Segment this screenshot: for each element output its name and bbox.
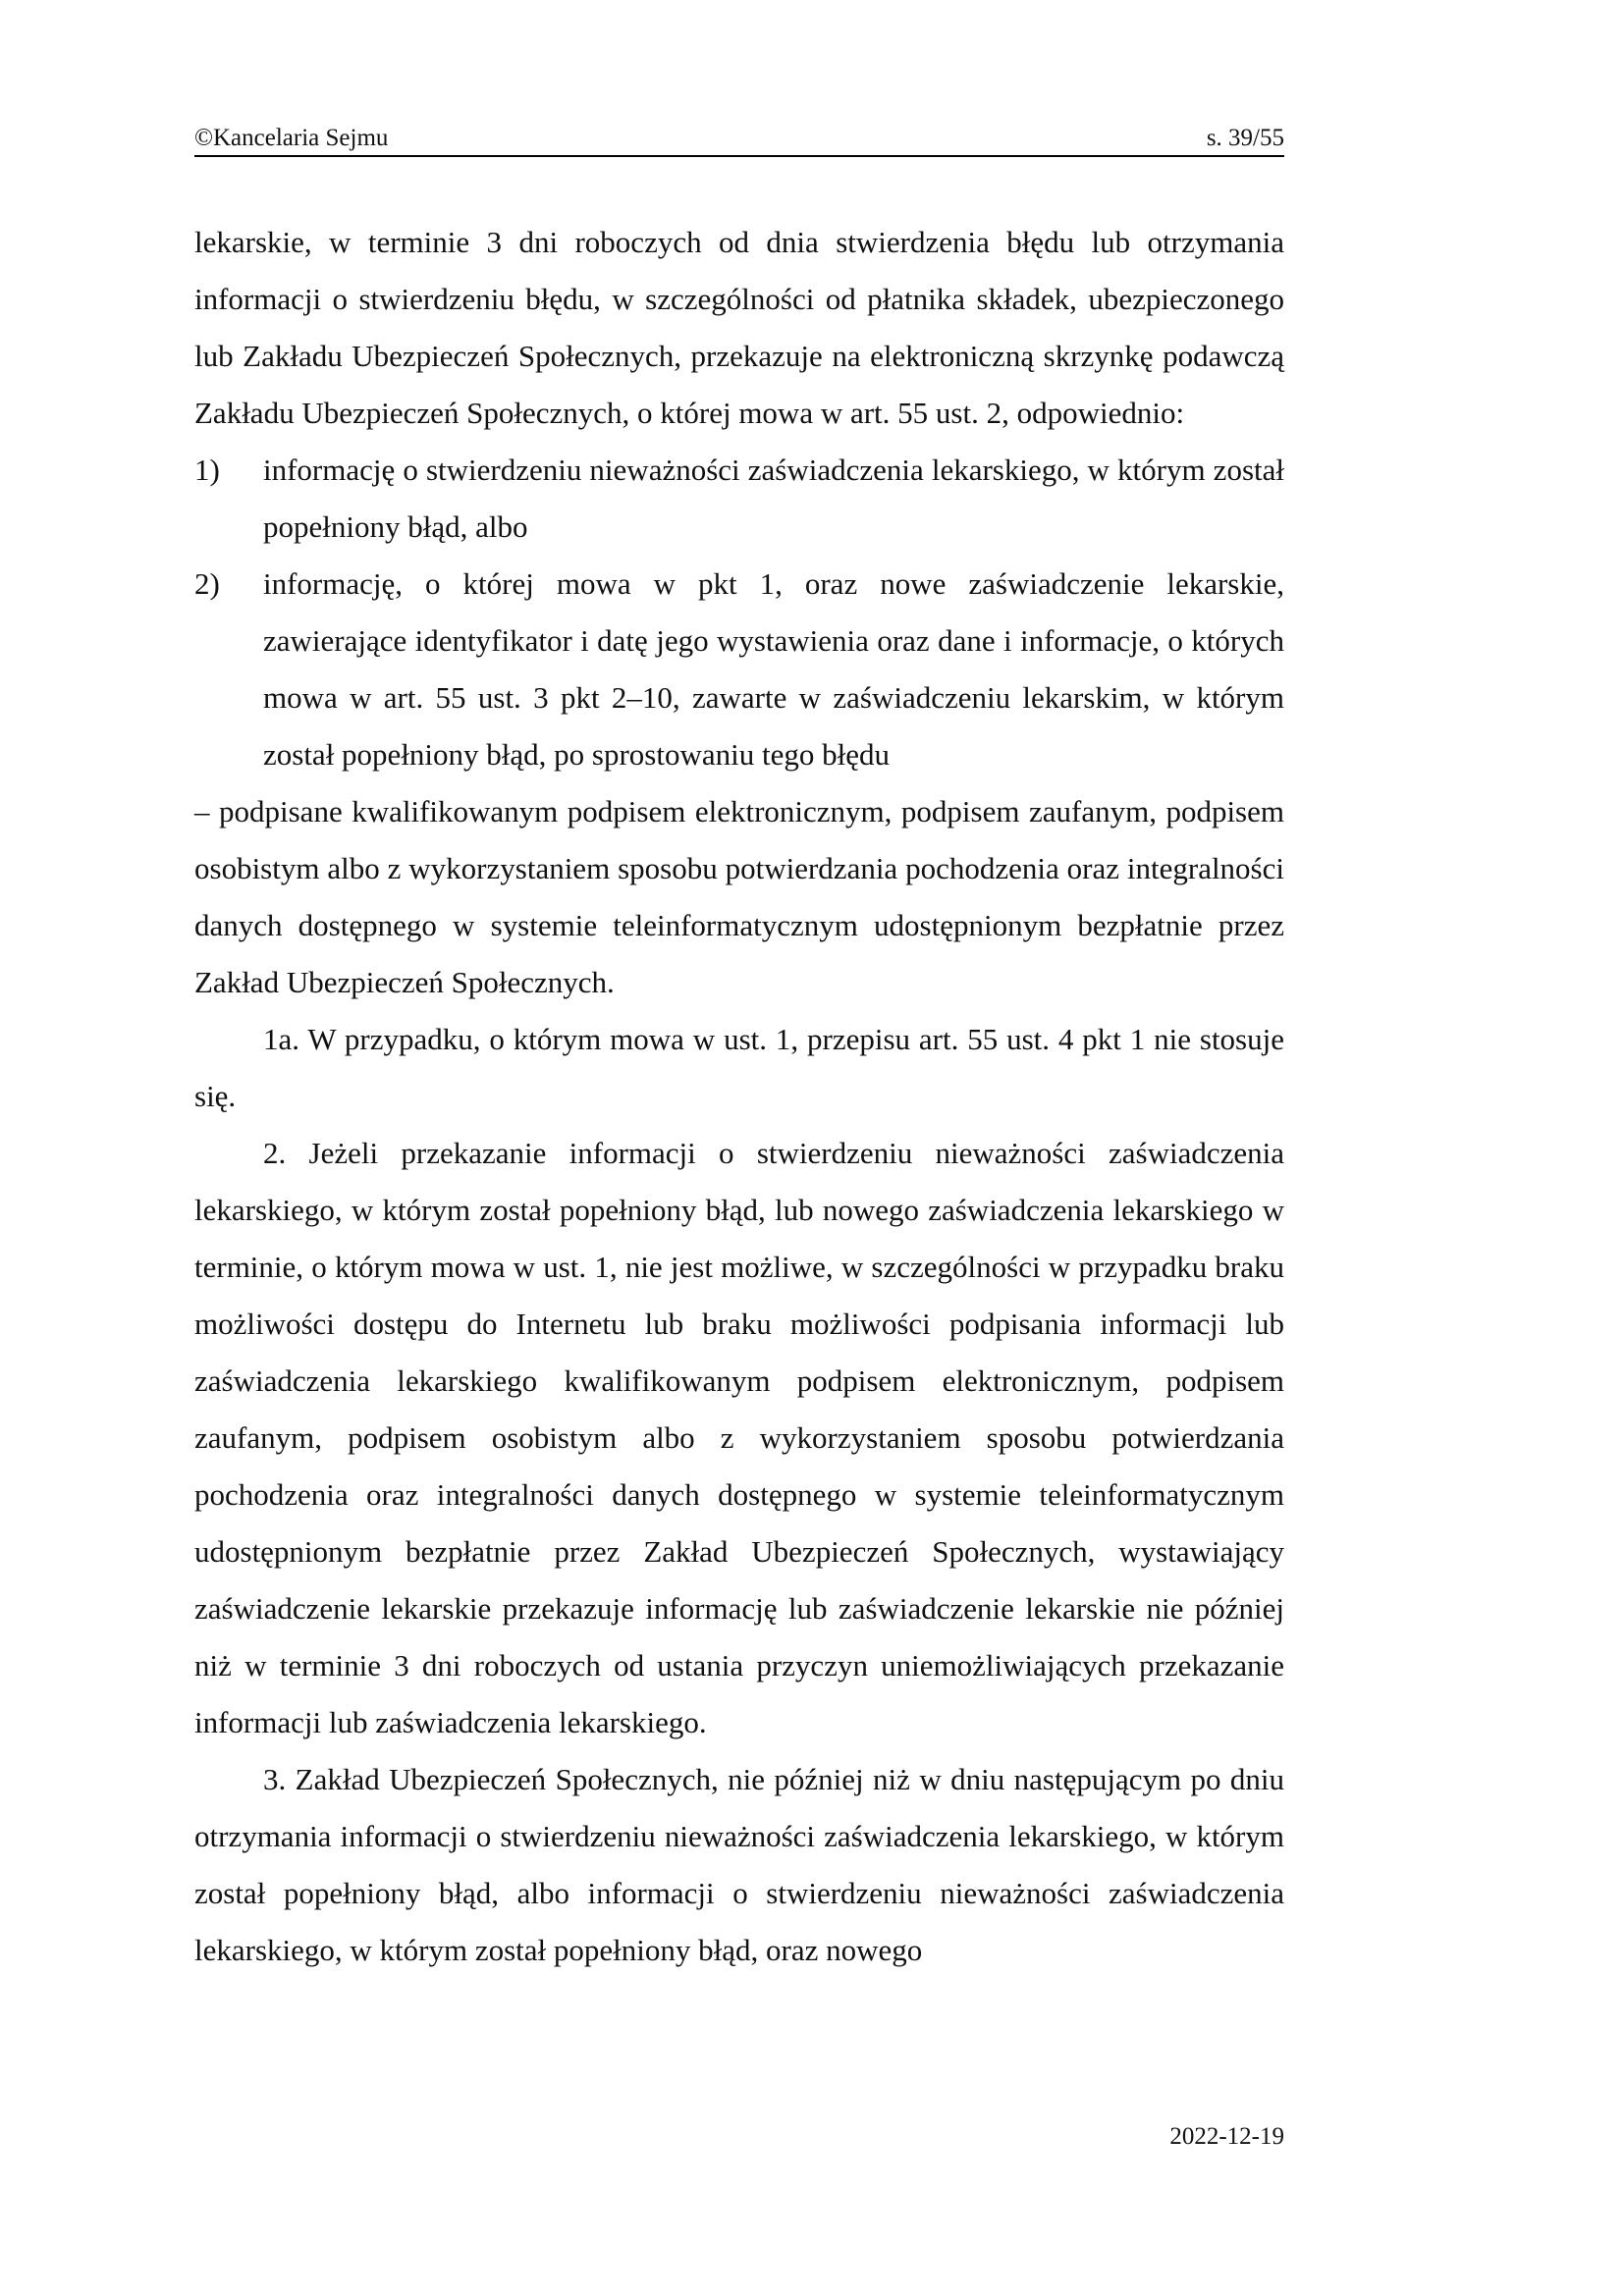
- page-header: [194, 120, 1284, 157]
- paragraph-2: 2. Jeżeli przekazanie informacji o stwierdzeniu nieważności zaświadczenia lekarskiego, w którym został popełniony błąd, lub nowego zaświadczenia lekarskiego w terminie, o którym mowa w ust. 1, nie jest możliwe, w szczególności w przypadku braku możliwości dostępu do Internetu lub braku możliwości podpisania informacji lub zaświadczenia lekarskiego kwalifikowanym podpisem elektronicznym, podpisem zaufanym, podpisem osobistym albo z wykorzystaniem sposobu potwierdzania pochodzenia oraz integralności danych dostępnego w systemie teleinformatycznym udostępnionym bezpłatnie przez Zakład Ubezpieczeń Społecznych, wystawiający zaświadczenie lekarskie przekazuje informację lub zaświadczenie lekarskie nie później niż w terminie 3 dni roboczych od ustania przyczyn uniemożliwiających przekazanie informacji lub zaświadczenia lekarskiego.: [194, 1136, 1284, 1739]
- list-item: [194, 442, 1284, 556]
- list-item: [194, 556, 1284, 783]
- list-item-text: informację o stwierdzeniu nieważności zaświadczenia lekarskiego, w którym został popełniony błąd, albo: [263, 453, 1284, 544]
- footer-date: 2022-12-19: [1169, 2123, 1284, 2150]
- list-item-text: informację, o której mowa w pkt 1, oraz nowe zaświadczenie lekarskie, zawierające identyfikator i datę jego wystawienia oraz dane i informacje, o których mowa w art. 55 ust. 3 pkt 2–10, zawarte w zaświadczeniu lekarskim, w którym został popełniony błąd, po sprostowaniu tego błędu: [263, 566, 1284, 772]
- list-item-number: 2): [194, 566, 220, 601]
- closing-paragraph: – podpisane kwalifikowanym podpisem elektronicznym, podpisem zaufanym, podpisem osobistym albo z wykorzystaniem sposobu potwierdzania pochodzenia oraz integralności danych dostępnego w systemie teleinformatycznym udostępnionym bezpłatnie przez Zakład Ubezpieczeń Społecznych.: [194, 794, 1284, 999]
- list-item-number: 1): [194, 453, 220, 487]
- intro-paragraph: lekarskie, w terminie 3 dni roboczych od dnia stwierdzenia błędu lub otrzymania informacji o stwierdzeniu błędu, w szczególności od płatnika składek, ubezpieczonego lub Zakładu Ubezpieczeń Społecznych, przekazuje na elektroniczną skrzynkę podawczą Zakładu Ubezpieczeń Społecznych, o której mowa w art. 55 ust. 2, odpowiednio:: [194, 225, 1284, 430]
- document-body: [194, 214, 1284, 1979]
- paragraph-3: 3. Zakład Ubezpieczeń Społecznych, nie później niż w dniu następującym po dniu otrzymania informacji o stwierdzeniu nieważności zaświadczenia lekarskiego, w którym został popełniony błąd, albo informacji o stwierdzeniu nieważności zaświadczenia lekarskiego, w którym został popełniony błąd, oraz nowego: [194, 1762, 1284, 1967]
- paragraph-1a: 1a. W przypadku, o którym mowa w ust. 1, przepisu art. 55 ust. 4 pkt 1 nie stosuje się.: [194, 1022, 1284, 1113]
- publisher-label: ©Kancelaria Sejmu: [194, 125, 389, 151]
- page-number: s. 39/55: [1206, 125, 1284, 151]
